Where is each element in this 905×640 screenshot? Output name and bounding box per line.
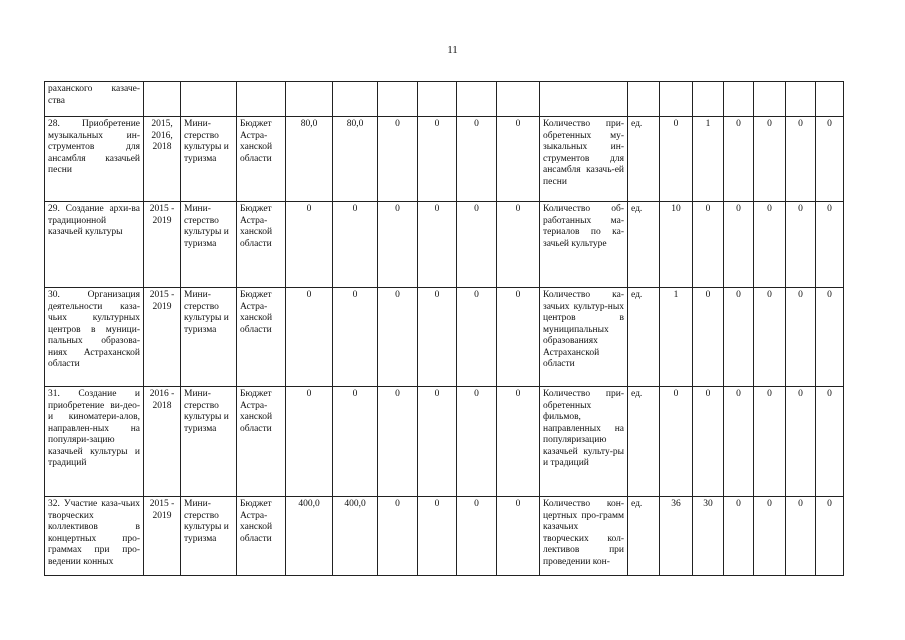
indicator-2017-cell: 0 [724, 497, 754, 576]
indicator-2018-cell: 0 [754, 387, 786, 497]
years-cell: 2015 - 2019 [144, 497, 181, 576]
indicator-total-cell: 0 [816, 387, 844, 497]
funding-total-cell: 0 [286, 202, 333, 288]
page-number: 11 [447, 44, 458, 56]
unit-cell [628, 82, 660, 117]
funding-2016-cell: 0 [378, 202, 418, 288]
executor-cell: Мини-стерство культуры и туризма [181, 288, 237, 387]
years-cell: 2015 - 2019 [144, 202, 181, 288]
indicator-total-cell: 0 [816, 497, 844, 576]
measure-name-cell: раханского казаче-ства [45, 82, 144, 117]
funding-2017-cell: 0 [418, 387, 457, 497]
table-row [45, 288, 844, 387]
years-cell: 2015 - 2019 [144, 288, 181, 387]
measure-name-cell: 30. Организация деятельности каза-чьих культурных центров в муници-пальных образова-ниях Астраханской области [45, 288, 144, 387]
executor-cell: Мини-стерство культуры и туризма [181, 387, 237, 497]
funding-total-cell [286, 82, 333, 117]
indicator-2016-cell: 0 [693, 202, 724, 288]
funding-2018-cell: 0 [457, 117, 497, 202]
indicator-2015-cell [660, 82, 693, 117]
years-cell [144, 82, 181, 117]
funding-2016-cell: 0 [378, 387, 418, 497]
indicator-2018-cell: 0 [754, 497, 786, 576]
funding-2017-cell: 0 [418, 202, 457, 288]
funding-2015-cell: 0 [333, 288, 378, 387]
indicator-2018-cell: 0 [754, 202, 786, 288]
indicator-2018-cell: 0 [754, 288, 786, 387]
indicator-total-cell: 0 [816, 117, 844, 202]
funding-2015-cell [333, 82, 378, 117]
executor-cell: Мини-стерство культуры и туризма [181, 497, 237, 576]
indicator-2015-cell: 36 [660, 497, 693, 576]
funding-total-cell: 400,0 [286, 497, 333, 576]
table-row [45, 117, 844, 202]
indicator-2019-cell: 0 [786, 497, 816, 576]
indicator-2016-cell: 30 [693, 497, 724, 576]
indicator-2016-cell: 1 [693, 117, 724, 202]
indicator-2018-cell: 0 [754, 117, 786, 202]
years-cell: 2016 - 2018 [144, 387, 181, 497]
indicator-2019-cell: 0 [786, 387, 816, 497]
unit-cell: ед. [628, 202, 660, 288]
indicator-2017-cell: 0 [724, 202, 754, 288]
table-row [45, 202, 844, 288]
funding-source-cell: Бюджет Астра-ханской области [237, 497, 286, 576]
funding-2019-cell [497, 82, 540, 117]
measure-name-cell: 28. Приобретение музыкальных ин-струментов для ансамбля казачьей песни [45, 117, 144, 202]
executor-cell: Мини-стерство культуры и туризма [181, 202, 237, 288]
measure-name-cell: 31. Создание и приобретение ви-део- и киноматери-алов, направлен-ных на популяри-зацию казачьей культуры и традиций [45, 387, 144, 497]
funding-2017-cell: 0 [418, 117, 457, 202]
indicator-2016-cell: 0 [693, 387, 724, 497]
indicator-2015-cell: 0 [660, 117, 693, 202]
program-table [44, 81, 844, 576]
funding-source-cell [237, 82, 286, 117]
indicator-name-cell [540, 82, 628, 117]
indicator-2019-cell: 0 [786, 202, 816, 288]
indicator-2016-cell [693, 82, 724, 117]
indicator-2017-cell [724, 82, 754, 117]
indicator-2019-cell: 0 [786, 288, 816, 387]
executor-cell: Мини-стерство культуры и туризма [181, 117, 237, 202]
funding-2019-cell: 0 [497, 117, 540, 202]
years-cell: 2015, 2016, 2018 [144, 117, 181, 202]
funding-2015-cell: 80,0 [333, 117, 378, 202]
unit-cell: ед. [628, 117, 660, 202]
unit-cell: ед. [628, 497, 660, 576]
indicator-2019-cell: 0 [786, 117, 816, 202]
funding-2019-cell: 0 [497, 497, 540, 576]
funding-2016-cell [378, 82, 418, 117]
funding-2018-cell: 0 [457, 288, 497, 387]
indicator-total-cell: 0 [816, 288, 844, 387]
indicator-2017-cell: 0 [724, 117, 754, 202]
indicator-name-cell: Количество при-обретенных фильмов, направленных на популяризацию казачьей культу-ры и традиций [540, 387, 628, 497]
funding-2016-cell: 0 [378, 117, 418, 202]
funding-2016-cell: 0 [378, 497, 418, 576]
indicator-name-cell: Количество при-обретенных му-зыкальных ин-струментов для ансамбля казачь-ей песни [540, 117, 628, 202]
funding-total-cell: 80,0 [286, 117, 333, 202]
indicator-2015-cell: 0 [660, 387, 693, 497]
indicator-2017-cell: 0 [724, 387, 754, 497]
funding-2015-cell: 0 [333, 202, 378, 288]
funding-source-cell: Бюджет Астра-ханской области [237, 117, 286, 202]
funding-2017-cell: 0 [418, 497, 457, 576]
funding-total-cell: 0 [286, 288, 333, 387]
table-row [45, 497, 844, 576]
measure-name-cell: 29. Создание архи-ва традиционной казачьей культуры [45, 202, 144, 288]
funding-2018-cell: 0 [457, 202, 497, 288]
indicator-name-cell: Количество ка-зачьих культур-ных центров в муниципальных образованиях Астраханской области [540, 288, 628, 387]
funding-total-cell: 0 [286, 387, 333, 497]
unit-cell: ед. [628, 288, 660, 387]
funding-2018-cell: 0 [457, 497, 497, 576]
indicator-2015-cell: 10 [660, 202, 693, 288]
funding-2015-cell: 400,0 [333, 497, 378, 576]
indicator-name-cell: Количество об-работанных ма-териалов по ка-зачьей культуре [540, 202, 628, 288]
funding-source-cell: Бюджет Астра-ханской области [237, 387, 286, 497]
funding-2017-cell [418, 82, 457, 117]
unit-cell: ед. [628, 387, 660, 497]
indicator-2015-cell: 1 [660, 288, 693, 387]
indicator-2016-cell: 0 [693, 288, 724, 387]
funding-2015-cell: 0 [333, 387, 378, 497]
indicator-2018-cell [754, 82, 786, 117]
funding-2019-cell: 0 [497, 387, 540, 497]
funding-2016-cell: 0 [378, 288, 418, 387]
funding-2017-cell: 0 [418, 288, 457, 387]
table-row [45, 387, 844, 497]
funding-2019-cell: 0 [497, 202, 540, 288]
executor-cell [181, 82, 237, 117]
indicator-2019-cell [786, 82, 816, 117]
funding-source-cell: Бюджет Астра-ханской области [237, 202, 286, 288]
measure-name-cell: 32. Участие каза-чьих творческих коллективов в концертных про-граммах при про-ведении конных [45, 497, 144, 576]
indicator-total-cell: 0 [816, 202, 844, 288]
indicator-name-cell: Количество кон-цертных про-грамм казачьих творческих кол-лективов при проведении кон- [540, 497, 628, 576]
indicator-2017-cell: 0 [724, 288, 754, 387]
funding-2019-cell: 0 [497, 288, 540, 387]
indicator-total-cell [816, 82, 844, 117]
funding-2018-cell [457, 82, 497, 117]
funding-2018-cell: 0 [457, 387, 497, 497]
funding-source-cell: Бюджет Астра-ханской области [237, 288, 286, 387]
table-row [45, 82, 844, 117]
